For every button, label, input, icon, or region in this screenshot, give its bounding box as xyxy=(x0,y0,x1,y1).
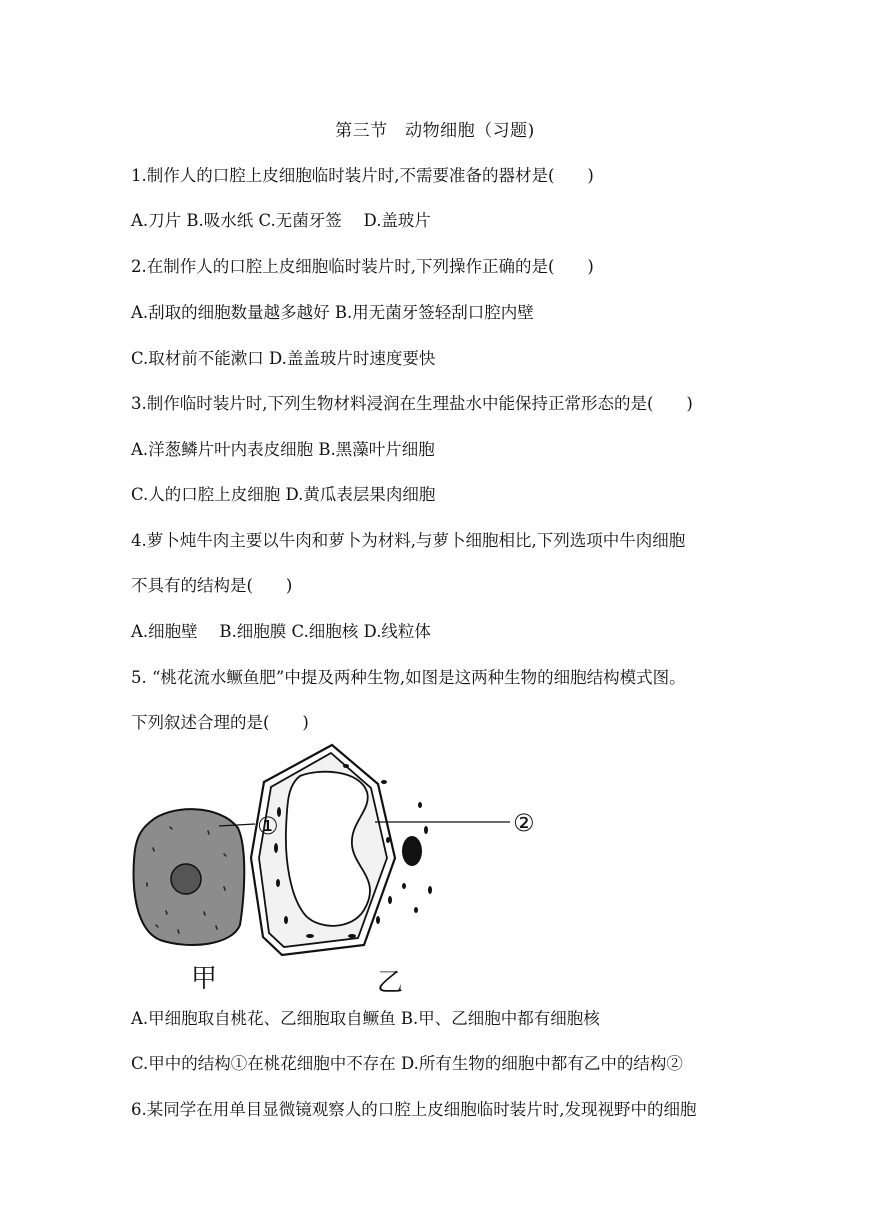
question-4-stem-line1: 4.萝卜炖牛肉主要以牛肉和萝卜为材料,与萝卜细胞相比,下列选项中牛肉细胞 xyxy=(131,531,686,550)
question-1-options: A.刀片 B.吸水纸 C.无菌牙签 D.盖玻片 xyxy=(131,211,431,230)
question-5-stem-line1: 5. “桃花流水鳜鱼肥”中提及两种生物,如图是这两种生物的细胞结构模式图。 xyxy=(131,668,686,687)
marker-1: ① xyxy=(257,812,279,840)
label-yi: 乙 xyxy=(377,968,404,998)
question-1-stem: 1.制作人的口腔上皮细胞临时装片时,不需要准备的器材是( ) xyxy=(131,166,594,185)
marker-2: ② xyxy=(513,809,535,837)
cell-structure-figure xyxy=(120,740,560,998)
question-4-stem-line2: 不具有的结构是( ) xyxy=(131,576,293,595)
question-5-options-cd: C.甲中的结构①在桃花细胞中不存在 D.所有生物的细胞中都有乙中的结构② xyxy=(131,1054,683,1073)
question-3-options-cd: C.人的口腔上皮细胞 D.黄瓜表层果肉细胞 xyxy=(131,485,436,504)
question-5-stem-line2: 下列叙述合理的是( ) xyxy=(131,713,309,732)
question-2-stem: 2.在制作人的口腔上皮细胞临时装片时,下列操作正确的是( ) xyxy=(131,257,594,276)
cell-diagram xyxy=(120,740,560,995)
label-jia: 甲 xyxy=(191,964,218,994)
question-2-options-cd: C.取材前不能漱口 D.盖盖玻片时速度要快 xyxy=(131,349,436,368)
animal-cell-jia xyxy=(134,809,255,945)
question-2-options-ab: A.刮取的细胞数量越多越好 B.用无菌牙签轻刮口腔内壁 xyxy=(131,303,534,322)
plant-cell-yi xyxy=(251,745,510,955)
page-title: 第三节 动物细胞（习题) xyxy=(335,121,535,141)
question-5-options-ab: A.甲细胞取自桃花、乙细胞取自鳜鱼 B.甲、乙细胞中都有细胞核 xyxy=(131,1009,600,1028)
question-3-stem: 3.制作临时装片时,下列生物材料浸润在生理盐水中能保持正常形态的是( ) xyxy=(131,394,693,413)
question-6-stem: 6.某同学在用单目显微镜观察人的口腔上皮细胞临时装片时,发现视野中的细胞 xyxy=(131,1100,697,1119)
question-4-options: A.细胞壁 B.细胞膜 C.细胞核 D.线粒体 xyxy=(131,622,431,641)
question-3-options-ab: A.洋葱鳞片叶内表皮细胞 B.黑藻叶片细胞 xyxy=(131,440,435,459)
